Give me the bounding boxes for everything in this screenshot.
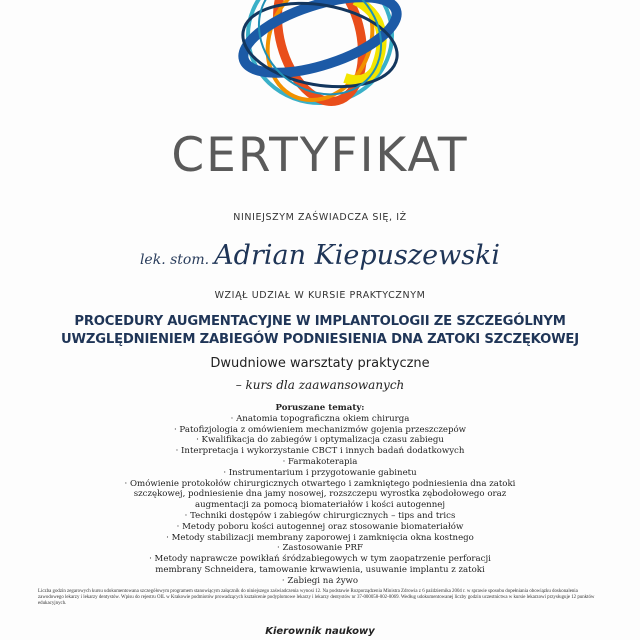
- participation-text: WZIĄŁ UDZIAŁ W KURSIE PRAKTYCZNYM: [214, 290, 426, 301]
- topic-item: · Instrumentarium i przygotowanie gabinetu: [223, 467, 417, 478]
- topic-item: · Zastosowanie PRF: [277, 543, 363, 554]
- topic-item: augmentacji za pomocą biomateriałów i kości autogennej: [194, 500, 446, 511]
- topic-item: membrany Schneidera, tamowanie krwawienia, usuwanie implantu z zatoki: [155, 564, 485, 575]
- topic-item: · Techniki dostępów i zabiegów chirurgicznych – tips and trics: [184, 510, 456, 521]
- topic-item: · Patofizjologia z omówieniem mechanizmów gojenia przeszczepów: [173, 424, 467, 435]
- topic-item: · Farmakoterapia: [282, 456, 358, 467]
- scientific-director-label: Kierownik naukowy: [265, 626, 375, 637]
- course-title-line-1: PROCEDURY AUGMENTACYJNE W IMPLANTOLOGII ZE SZCZEGÓLNYM: [74, 314, 566, 329]
- recipient-prefix: lek. stom.: [139, 252, 210, 268]
- topics-heading: Poruszane tematy:: [275, 403, 365, 413]
- topic-item: · Anatomia topograficzna okiem chirurga: [230, 413, 410, 424]
- course-title-line-2: UWZGLĘDNIENIEM ZABIEGÓW PODNIESIENIA DNA ZATOKI SZCZĘKOWEJ: [61, 332, 579, 347]
- topic-item: · Interpretacja i wykorzystanie CBCT i innych badań dodatkowych: [175, 446, 465, 457]
- topic-item: · Metody stabilizacji membrany zaporowej i zamknięcia okna kostnego: [166, 532, 474, 543]
- topic-item: · Kwalifikacja do zabiegów i optymalizacja czasu zabiegu: [196, 435, 444, 446]
- globe-ribbon-logo: [205, 0, 435, 115]
- topic-item: · Metody naprawcze powikłań śródzabiegowych w tym zaopatrzenie perforacji: [149, 554, 491, 565]
- topics-list: [0, 403, 640, 587]
- course-subtitle: Dwudniowe warsztaty praktyczne: [210, 356, 430, 371]
- topic-item: · Omówienie protokołów chirurgicznych otwartego i zamkniętego podniesienia dna zatoki: [124, 478, 516, 489]
- recipient-line: [0, 240, 640, 271]
- recipient-name: Adrian Kiepuszewski: [214, 240, 501, 271]
- topic-item: · Metody poboru kości autogennej oraz stosowanie biomateriałów: [176, 521, 464, 532]
- intro-text: NINIEJSZYM ZAŚWIADCZA SIĘ, IŻ: [233, 212, 407, 223]
- certificate-title: CERTYFIKAT: [171, 128, 469, 183]
- fine-print: Liczba godzin zegarowych kursu udokumentowana szczegółowym programem stanowiącym załącznik do niniejszego zaświadczenia wynosi 12. Na podstawie Rozporządzenia Ministra Zdrowia z 6 października 2004 r. w sprawie sposobu dopełniania obowiązku doskonalenia zawodowego lekarzy i lekarzy dentystów. Wpisu do rejestru OIL w Krakowie podmiotów prowadzących kształcenie podyplomowe lekarzy i lekarzy dentystów nr 37-000058-002-0069. Według udokumentowanej liczby godzin uczestnictwa w kursie lekarzowi przysługuje 12 punktów edukacyjnych.: [38, 589, 595, 607]
- course-level: – kurs dla zaawansowanych: [235, 378, 405, 392]
- topic-item: · Zabiegi na żywo: [281, 575, 359, 586]
- topic-item: szczękowej, podniesienie dna jamy nosowej, rozszczepu wyrostka zębodołowego oraz: [133, 489, 507, 500]
